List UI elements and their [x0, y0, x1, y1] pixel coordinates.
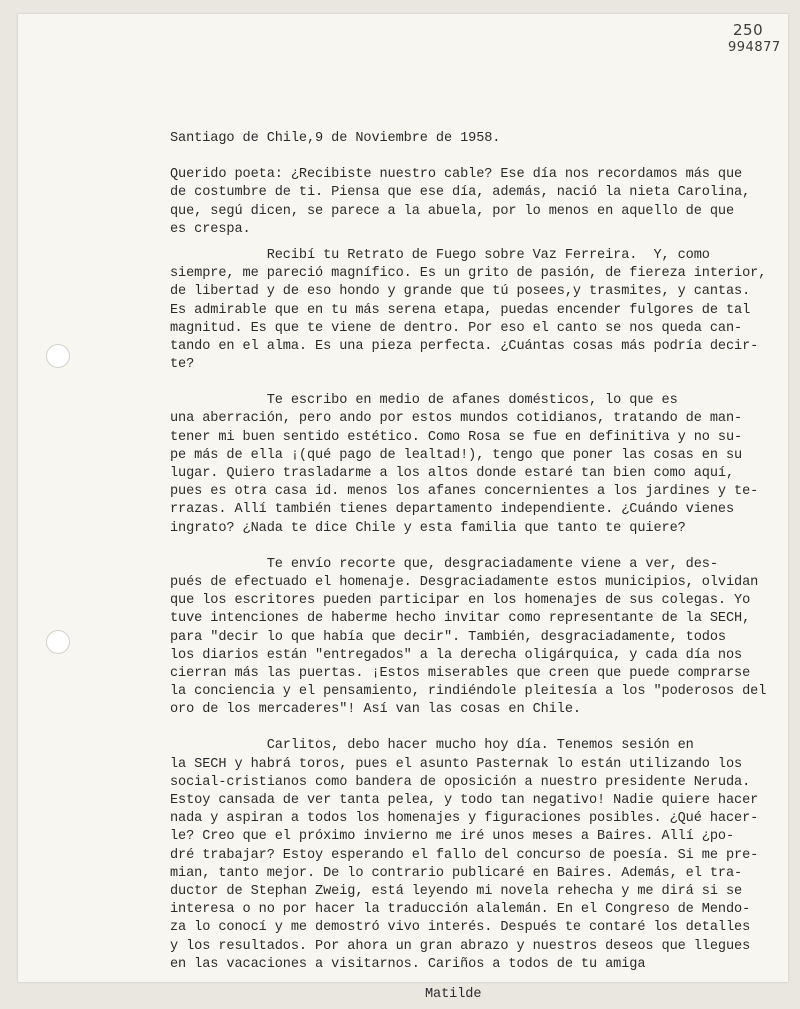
text-line: y los resultados. Por ahora un gran abrazo y nuestros deseos que llegues [170, 938, 751, 954]
text-line: pe más de ella ¡(qué pago de lealtad!), tengo que poner las cosas en su [170, 447, 743, 463]
signature: Matilde [425, 986, 482, 1002]
letter-date: Santiago de Chile,9 de Noviembre de 1958. [170, 131, 501, 146]
paragraph-2 [170, 247, 767, 374]
text-line: Te envío recorte que, desgraciadamente viene a ver, des- [170, 556, 718, 572]
text-line: interesa o no por hacer la traducción alalemán. En el Congreso de Mendo- [170, 902, 751, 918]
text-line: Estoy cansada de ver tanta pelea, y todo tan negativo! Nadie quiere hacer [170, 793, 759, 808]
text-line: magnitud. Es que te viene de dentro. Por eso el canto se nos queda can- [170, 320, 743, 336]
text-line: de costumbre de ti. Piensa que ese día, además, nació la nieta Carolina, [170, 185, 751, 201]
text-line: los diarios están "entregados" a la derecha oligárquica, y cada día nos [170, 647, 743, 663]
text-line: una aberración, pero ando por estos mundos cotidianos, tratando de man- [170, 411, 743, 427]
text-line: tuve intenciones de haberme hecho invitar como representante de la SECH, [170, 611, 751, 627]
text-line: que, segú dicen, se parece a la abuela, por lo menos en aquello de que [170, 203, 735, 219]
text-line: Te escribo en medio de afanes domésticos, lo que es [170, 393, 678, 409]
text-line: ductor de Stephan Zweig, está leyendo mi novela rehecha y me dirá si se [170, 883, 743, 899]
text-line: Carlitos, debo hacer mucho hoy día. Tenemos sesión en [170, 738, 694, 754]
text-line: para "decir lo que había que decir". También, desgraciadamente, todos [170, 629, 726, 645]
paragraph-5 [170, 737, 760, 973]
text-line: siempre, me pareció magnífico. Es un grito de pasión, de fiereza interior, [170, 266, 767, 282]
text-line: rrazas. Allí también tienes departamento independiente. ¿Cuándo vienes [170, 502, 735, 518]
text-line: oro de los mercaderes"! Así van las cosas en Chile. [170, 702, 581, 718]
text-line: es crespa. [170, 221, 251, 237]
text-line: en las vacaciones a visitarnos. Cariños a todos de tu amiga [170, 956, 646, 972]
text-line: lugar. Quiero trasladarme a los altos donde estaré tan bien como aquí, [170, 466, 735, 481]
text-line: Querido poeta: ¿Recibiste nuestro cable? Ese día nos recordamos más que [170, 167, 743, 183]
text-line: la SECH y habrá toros, pues el asunto Pasternak lo están utilizando los [170, 756, 743, 772]
text-line: le? Creo que el próximo invierno me iré unos meses a Baires. Allí ¿po- [170, 829, 735, 845]
text-line: pués de efectuado el homenaje. Desgraciadamente estos municipios, olvidan [170, 574, 759, 590]
text-line: te? [170, 357, 195, 373]
text-line: que los escritores pueden participar en los homenajes de sus colegas. Yo [170, 593, 751, 609]
letter-body [170, 130, 767, 1004]
paragraph-3 [170, 392, 760, 538]
text-line: nada y aspiran a todos los homenajes y figuraciones posibles. ¿Qué hacer- [170, 811, 759, 827]
text-line: tener mi buen sentido estético. Como Rosa se fue en definitiva y no su- [170, 429, 743, 445]
text-line: de libertad y de eso hondo y grande que tú posees,y trasmites, y cantas. [170, 284, 751, 300]
text-line: pues es otra casa id. menos los afanes concernientes a los jardines y te- [170, 484, 759, 500]
archive-number: 250 [733, 21, 764, 39]
text-line: social-cristianos como bandera de oposición a nuestro presidente Neruda. [170, 774, 751, 790]
text-line: za lo conocí y me demostró vivo interés. Después te contaré los detalles [170, 920, 751, 936]
text-line: la conciencia y el pensamiento, rindiéndole pleitesía a los "poderosos del [170, 684, 767, 700]
punch-hole [46, 344, 70, 368]
text-line: Es admirable que en tu más serena etapa, puedas encender fulgores de tal [170, 302, 751, 318]
text-line: mian, tanto mejor. De lo contrario publicaré en Baires. Además, el tra- [170, 865, 743, 881]
punch-hole [46, 630, 70, 654]
paragraph-4 [170, 556, 767, 720]
text-line: ingrato? ¿Nada te dice Chile y esta familia que tanto te quiere? [170, 520, 686, 536]
text-line: cierran más las puertas. ¡Estos miserables que creen que puede comprarse [170, 665, 751, 681]
text-line: tando en el alma. Es una pieza perfecta. ¿Cuántas cosas más podría decir- [170, 338, 759, 354]
archive-code: 994877 [728, 40, 781, 55]
text-line: dré trabajar? Estoy esperando el fallo del concurso de poesía. Si me pre- [170, 847, 759, 863]
text-line: Recibí tu Retrato de Fuego sobre Vaz Ferreira. Y, como [170, 247, 710, 263]
paragraph-1 [170, 166, 760, 239]
